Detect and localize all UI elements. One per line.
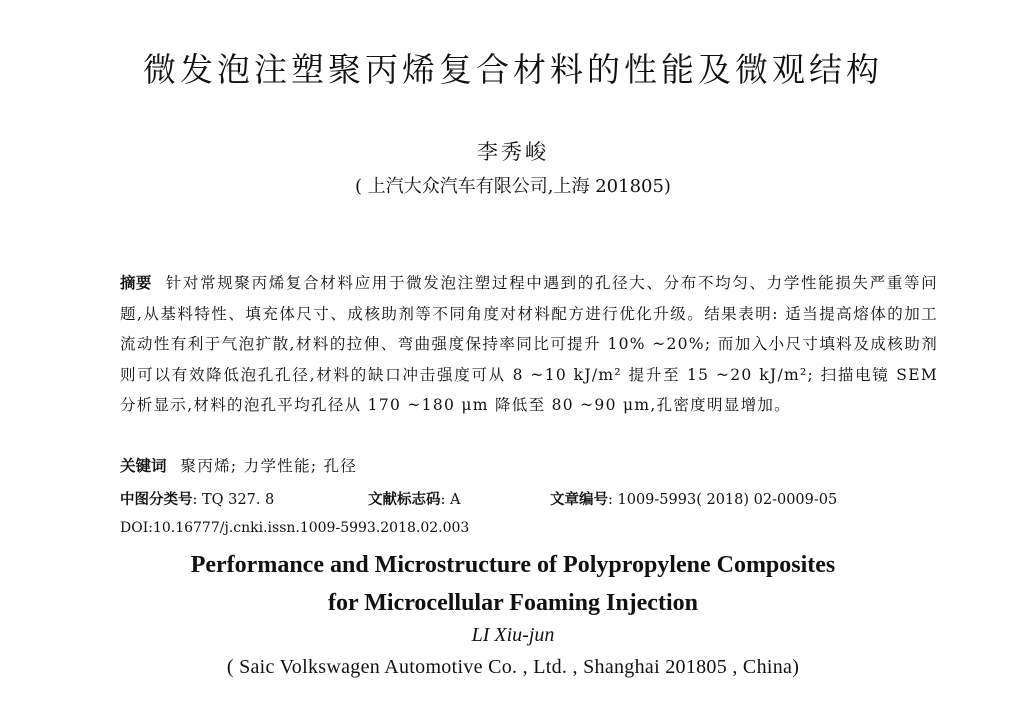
author-en: LI Xiu-jun — [471, 624, 555, 646]
doi: DOI:10.16777/j.cnki.issn.1009-5993.2018.02.003 — [120, 520, 470, 536]
author-cn: 李秀峻 — [477, 140, 549, 164]
document-code — [368, 488, 460, 509]
keywords-label: 关键词 — [120, 457, 167, 475]
abstract-label: 摘要 — [120, 274, 152, 292]
paper-title-en — [0, 546, 1026, 622]
article-number — [550, 488, 837, 509]
affiliation-en: ( Saic Volkswagen Automotive Co. , Ltd. , Shanghai 201805 , China) — [226, 656, 800, 678]
affiliation-cn: ( 上汽大众汽车有限公司,上海 201805) — [355, 176, 671, 197]
clc-number — [120, 488, 274, 509]
paper-title-en-line2: for Microcellular Foaming Injection — [328, 590, 698, 616]
clc-value: : TQ 327. 8 — [192, 492, 275, 508]
keywords-text: 聚丙烯; 力学性能; 孔径 — [180, 457, 358, 475]
keywords-block — [120, 454, 357, 476]
paper-title-cn: 微发泡注塑聚丙烯复合材料的性能及微观结构 — [143, 50, 883, 89]
document-code-value: : A — [440, 492, 461, 508]
paper-title-en-line1: Performance and Microstructure of Polypropylene Composites — [190, 552, 836, 578]
article-number-label: 文章编号 — [550, 492, 608, 508]
article-number-value: : 1009-5993( 2018) 02-0009-05 — [608, 492, 838, 508]
abstract-text: 针对常规聚丙烯复合材料应用于微发泡注塑过程中遇到的孔径大、分布不均匀、力学性能损失严重等问题,从基料特性、填充体尺寸、成核助剂等不同角度对材料配方进行优化升级。结果表明: 适当提高熔体的加工流动性有利于气泡扩散,材料的拉伸、弯曲强度保持率同比可提升 10% ~20%; 而加入小尺寸填料及成核助剂则可以有效降低泡孔孔径,材料的缺口冲击强度可从 8 ~10 kJ/m² 提升至 15 ~20 kJ/m²; 扫描电镜 SEM 分析显示,材料的泡孔平均孔径从 170 ~180 μm 降低至 80 ~90 μm,孔密度明显增加。 — [120, 274, 938, 415]
abstract-block — [120, 268, 938, 421]
document-code-label: 文献标志码 — [368, 492, 441, 508]
clc-label: 中图分类号 — [120, 492, 193, 508]
